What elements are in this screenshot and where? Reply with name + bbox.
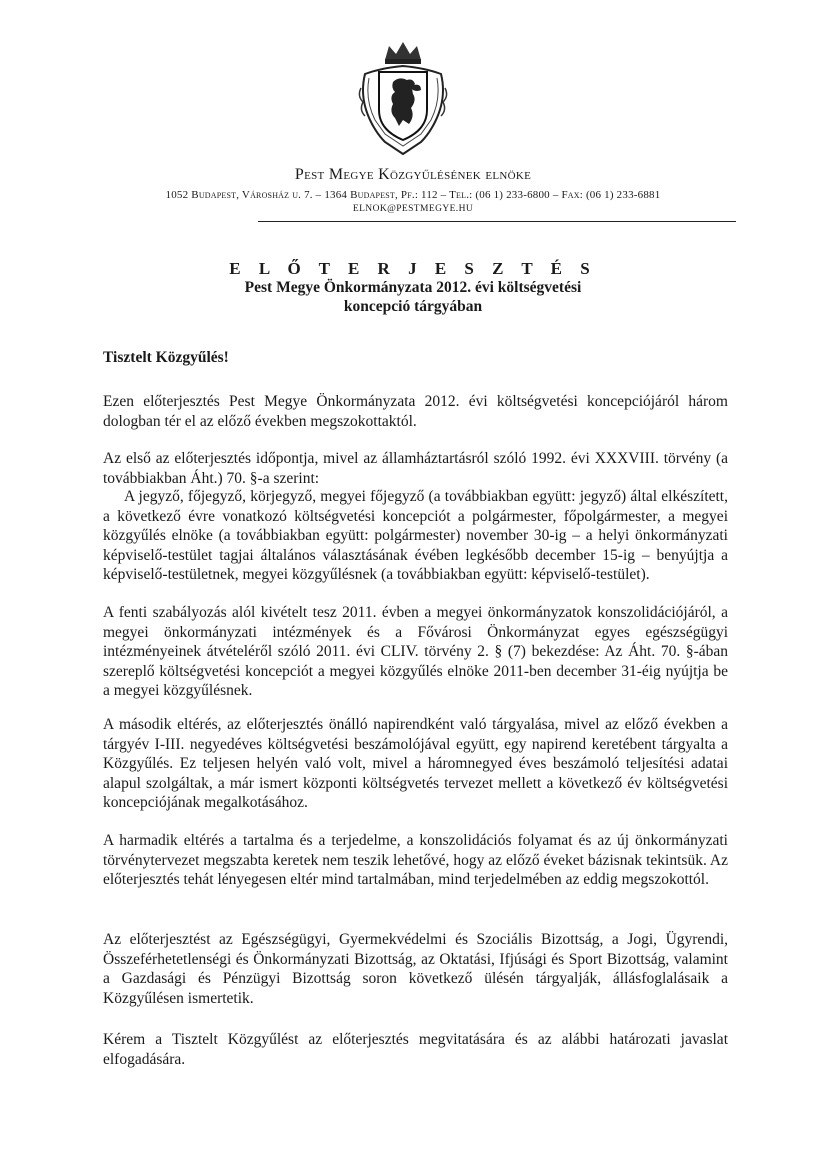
document-title: E L Ő T E R J E S Z T É S xyxy=(229,259,597,278)
paragraph-second-difference: A második eltérés, az előterjesztés önálló napirendként való tárgyalása, mivel az előző években a tárgyév I-III. negyedéves költségvetési beszámolójával együtt, egy napirend keretébent tárgyalta a Közgyűlés. Ez teljesen helyén való volt, mivel a háromnegyed éves beszámoló teljesítési adatai alapul szolgáltak, a már ismert központi költségvetés tervezet mellett a következő év költségvetési koncepciójának megalkotásához. xyxy=(103,716,728,811)
document-subtitle xyxy=(0,278,826,316)
paragraph-first-difference: Az első az előterjesztés időpontja, mivel az államháztartásról szóló 1992. évi XXXVIII. törvény (a továbbiakban Áht.) 70. §-a szerint: xyxy=(103,450,728,487)
subtitle-line-2: koncepció tárgyában xyxy=(343,298,483,315)
salutation: Tisztelt Közgyűlés! xyxy=(103,349,229,366)
paragraph-third-difference: A harmadik eltérés a tartalma és a terjedelme, a konszolidációs folyamat és az új önkormányzati törvénytervezet megszabta keretek nem teszik lehetővé, hogy az előző éveket bázisnak tekintsük. Az előterjesztés tehát lényegesen eltér mind tartalmában, mind terjedelmében az eddig megszokottól. xyxy=(103,832,728,888)
paragraph-request: Kérem a Tisztelt Közgyűlést az előterjesztés megvitatására és az alábbi határozati javaslat elfogadására. xyxy=(103,1031,728,1068)
paragraph-intro: Ezen előterjesztés Pest Megye Önkormányzata 2012. évi költségvetési koncepciójáról három dologban tér el az előző években megszokottaktól. xyxy=(103,393,728,430)
paragraph-exception: A fenti szabályozás alól kivételt tesz 2011. évben a megyei önkormányzatok konszolidációjáról, a megyei önkormányzati intézmények és a Fővárosi Önkormányzat egyes egészségügyi intézményeinek átvételéről szóló 2011. évi CLIV. törvény 2. § (7) bekezdése: Az Áht. 70. §-ában szereplő költségvetési koncepciót a megyei közgyűlés elnöke 2011-ben december 31-éig nyújtja be a megyei közgyűlésnek. xyxy=(103,604,728,699)
subtitle-line-1: Pest Megye Önkormányzata 2012. évi költségvetési xyxy=(244,279,582,296)
organization-address: 1052 Budapest, Városház u. 7. – 1364 Budapest, Pf.: 112 – Tel.: (06 1) 233-6800 – Fax: (06 1) 233-6881 xyxy=(165,189,661,201)
header-divider xyxy=(258,221,736,222)
paragraph-committees: Az előterjesztést az Egészségügyi, Gyermekvédelmi és Szociális Bizottság, a Jogi, Ügyrendi, Összeférhetetlenségi és Önkormányzati Bizottság, az Oktatási, Ifjúsági és Sport Bizottság, valamint a Gazdasági és Pénzügyi Bizottság soron következő ülésén tárgyalják, állásfoglalásaik a Közgyűlésen ismertetik. xyxy=(103,931,728,1007)
county-coat-of-arms-icon xyxy=(355,38,451,158)
organization-email: ELNOK@PESTMEGYE.HU xyxy=(352,204,474,214)
organization-name: Pest Megye Közgyűlésének elnöke xyxy=(294,166,532,183)
paragraph-legal-quote: A jegyző, főjegyző, körjegyző, megyei főjegyző (a továbbiakban együtt: jegyző) által elkészített, a következő évre vonatkozó költségvetési koncepciót a polgármester, főpolgármester, a megyei közgyűlés elnöke (a továbbiakban együtt: polgármester) november 30-ig – a helyi önkormányzati képviselő-testület tagjai általános választásának évében legkésőbb december 15-ig – benyújtja a képviselő-testületnek, megyei közgyűlésnek (a továbbiakban együtt: képviselő-testület). xyxy=(103,488,728,583)
